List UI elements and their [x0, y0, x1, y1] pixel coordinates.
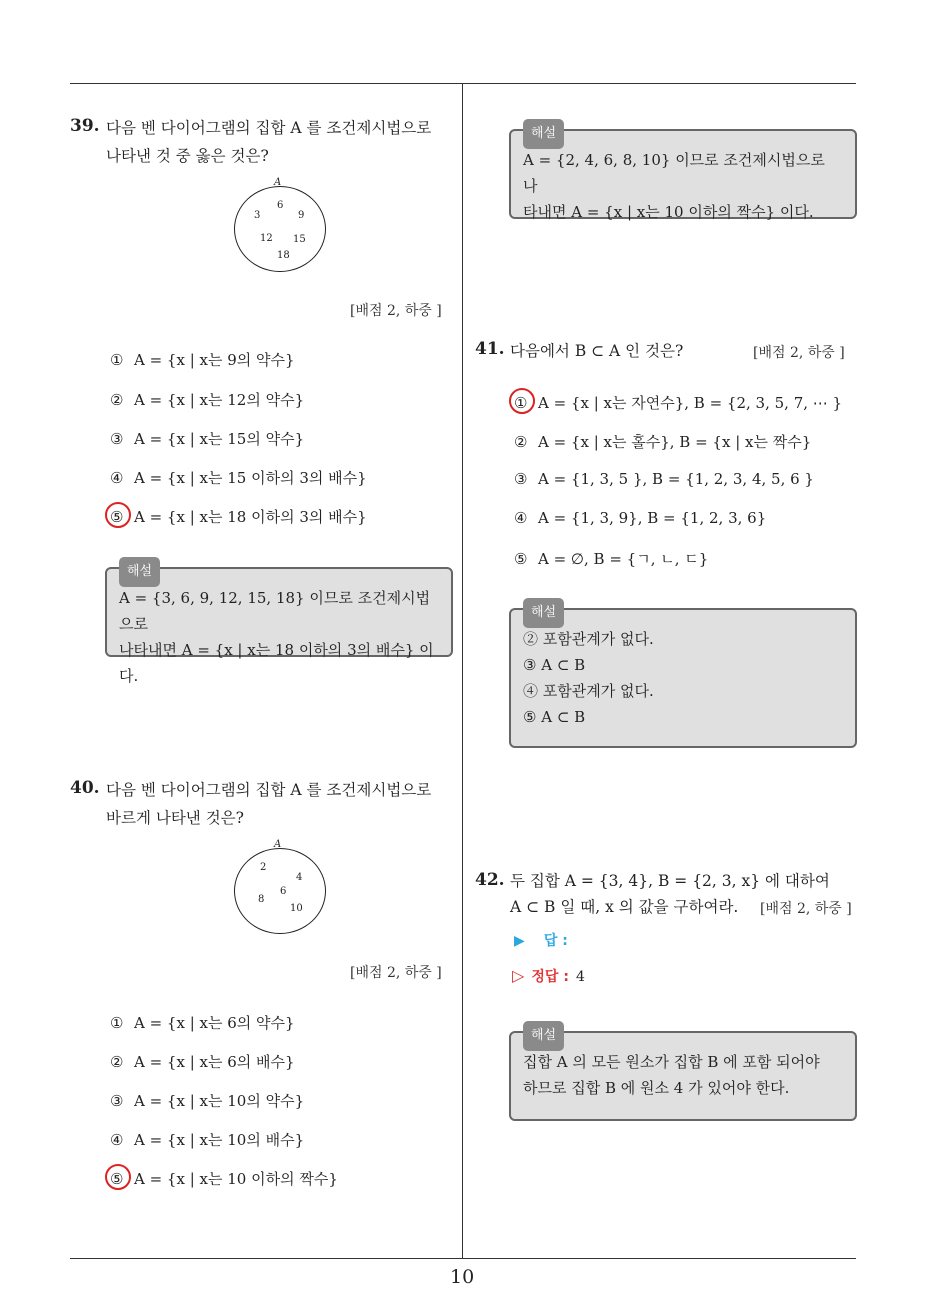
venn-element: 15 — [293, 234, 306, 245]
venn-label: A — [274, 177, 282, 188]
answer-arrow-icon: ▶ — [514, 933, 525, 949]
venn-element: 10 — [290, 903, 303, 914]
venn-element: 18 — [277, 250, 290, 261]
q40-choice-2[interactable]: ② A = {x | x는 6의 배수} — [110, 1053, 295, 1071]
q41-number: 41. — [475, 339, 505, 359]
bottom-rule — [70, 1258, 856, 1259]
q40-explain-line1: A = {2, 4, 6, 8, 10} 이므로 조건제시법으로 나 — [523, 151, 825, 195]
q39-choice-4[interactable]: ④ A = {x | x는 15 이하의 3의 배수} — [110, 469, 367, 487]
q41-choice-3[interactable]: ③ A = {1, 3, 5 }, B = {1, 2, 3, 4, 5, 6 } — [514, 470, 814, 488]
q40-choice-3[interactable]: ③ A = {x | x는 10의 약수} — [110, 1092, 305, 1110]
top-rule — [70, 83, 856, 84]
explanation-tag: 해설 — [523, 1021, 564, 1051]
q41-choice-1[interactable]: ① A = {x | x는 자연수}, B = {2, 3, 5, 7, ⋯ } — [514, 394, 843, 412]
q41-explanation-box — [509, 605, 857, 748]
q39-choice-2[interactable]: ② A = {x | x는 12의 약수} — [110, 391, 305, 409]
q39-choice-5[interactable]: ⑤ A = {x | x는 18 이하의 3의 배수} — [110, 508, 367, 526]
venn-element: 4 — [296, 872, 303, 883]
q41-explain-line: ⑤ A ⊂ B — [523, 708, 586, 726]
q39-venn-diagram — [234, 178, 326, 270]
venn-element: 8 — [258, 894, 265, 905]
q40-venn-diagram — [234, 840, 326, 932]
q42-correct-row — [512, 966, 585, 986]
venn-element: 9 — [298, 210, 305, 221]
q39-correct-mark — [105, 502, 131, 528]
q41-explain-line: ④ 포함관계가 없다. — [523, 682, 654, 700]
q41-choice-4[interactable]: ④ A = {1, 3, 9}, B = {1, 2, 3, 6} — [514, 509, 767, 527]
answer-label: 답 : — [543, 933, 568, 949]
q40-text-1: 다음 벤 다이어그램의 집합 A 를 조건제시법으로 — [106, 781, 432, 799]
q39-text-1: 다음 벤 다이어그램의 집합 A 를 조건제시법으로 — [106, 119, 432, 137]
q40-choice-4[interactable]: ④ A = {x | x는 10의 배수} — [110, 1131, 305, 1149]
q40-correct-mark — [105, 1164, 131, 1190]
explanation-tag: 해설 — [119, 557, 160, 587]
q39-number: 39. — [70, 116, 100, 136]
q42-text-2: A ⊂ B 일 때, x 의 값을 구하여라. — [510, 898, 739, 916]
explanation-tag: 해설 — [523, 598, 564, 628]
venn-element: 3 — [254, 210, 261, 221]
q41-score: [배점 2, 하중 ] — [753, 345, 845, 361]
q42-score: [배점 2, 하중 ] — [760, 901, 852, 917]
q41-choice-5[interactable]: ⑤ A = ∅, B = {ㄱ, ㄴ, ㄷ} — [514, 550, 709, 568]
venn-element: 6 — [280, 886, 287, 897]
q39-score: [배점 2, 하중 ] — [350, 303, 442, 319]
q40-explanation-box — [509, 126, 857, 221]
q40-choice-1[interactable]: ① A = {x | x는 6의 약수} — [110, 1014, 295, 1032]
q42-explain-line2: 하므로 집합 B 에 원소 4 가 있어야 한다. — [523, 1079, 790, 1097]
q42-number: 42. — [475, 870, 505, 890]
q42-explanation-box — [509, 1028, 857, 1121]
explanation-tag: 해설 — [523, 119, 564, 149]
q40-text-2: 바르게 나타낸 것은? — [106, 809, 244, 827]
q42-text-1: 두 집합 A = {3, 4}, B = {2, 3, x} 에 대하여 — [510, 872, 830, 890]
q39-choice-3[interactable]: ③ A = {x | x는 15의 약수} — [110, 430, 305, 448]
column-divider — [462, 84, 463, 1258]
correct-label: 정답 : — [531, 969, 569, 985]
q39-text-2: 나타낸 것 중 옳은 것은? — [106, 147, 269, 165]
q39-choice-1[interactable]: ① A = {x | x는 9의 약수} — [110, 351, 295, 369]
correct-value: 4 — [576, 969, 585, 985]
q41-explain-line: ③ A ⊂ B — [523, 656, 586, 674]
q39-explanation-box — [105, 564, 453, 685]
q41-correct-mark — [509, 388, 535, 414]
q41-choice-2[interactable]: ② A = {x | x는 홀수}, B = {x | x는 짝수} — [514, 433, 812, 451]
q40-score: [배점 2, 하중 ] — [350, 965, 442, 981]
q40-choice-5[interactable]: ⑤ A = {x | x는 10 이하의 짝수} — [110, 1170, 338, 1188]
q40-number: 40. — [70, 778, 100, 798]
q41-explain-line: ② 포함관계가 없다. — [523, 630, 654, 648]
q39-explain-line1: A = {3, 6, 9, 12, 15, 18} 이므로 조건제시법으로 — [119, 589, 431, 633]
q41-text: 다음에서 B ⊂ A 인 것은? — [510, 342, 684, 360]
venn-element: 6 — [277, 200, 284, 211]
q42-explain-line1: 집합 A 의 모든 원소가 집합 B 에 포함 되어야 — [523, 1053, 820, 1071]
correct-arrow-icon: ▷ — [512, 966, 525, 985]
q42-answer-row — [514, 930, 568, 950]
venn-element: 12 — [260, 233, 273, 244]
venn-element: 2 — [260, 862, 267, 873]
venn-label: A — [274, 839, 282, 850]
page-number: 10 — [450, 1266, 475, 1288]
q39-explain-line2: 나타내면 A = {x | x는 18 이하의 3의 배수} 이다. — [119, 641, 434, 685]
q40-explain-line2: 타내면 A = {x | x는 10 이하의 짝수} 이다. — [523, 203, 814, 221]
